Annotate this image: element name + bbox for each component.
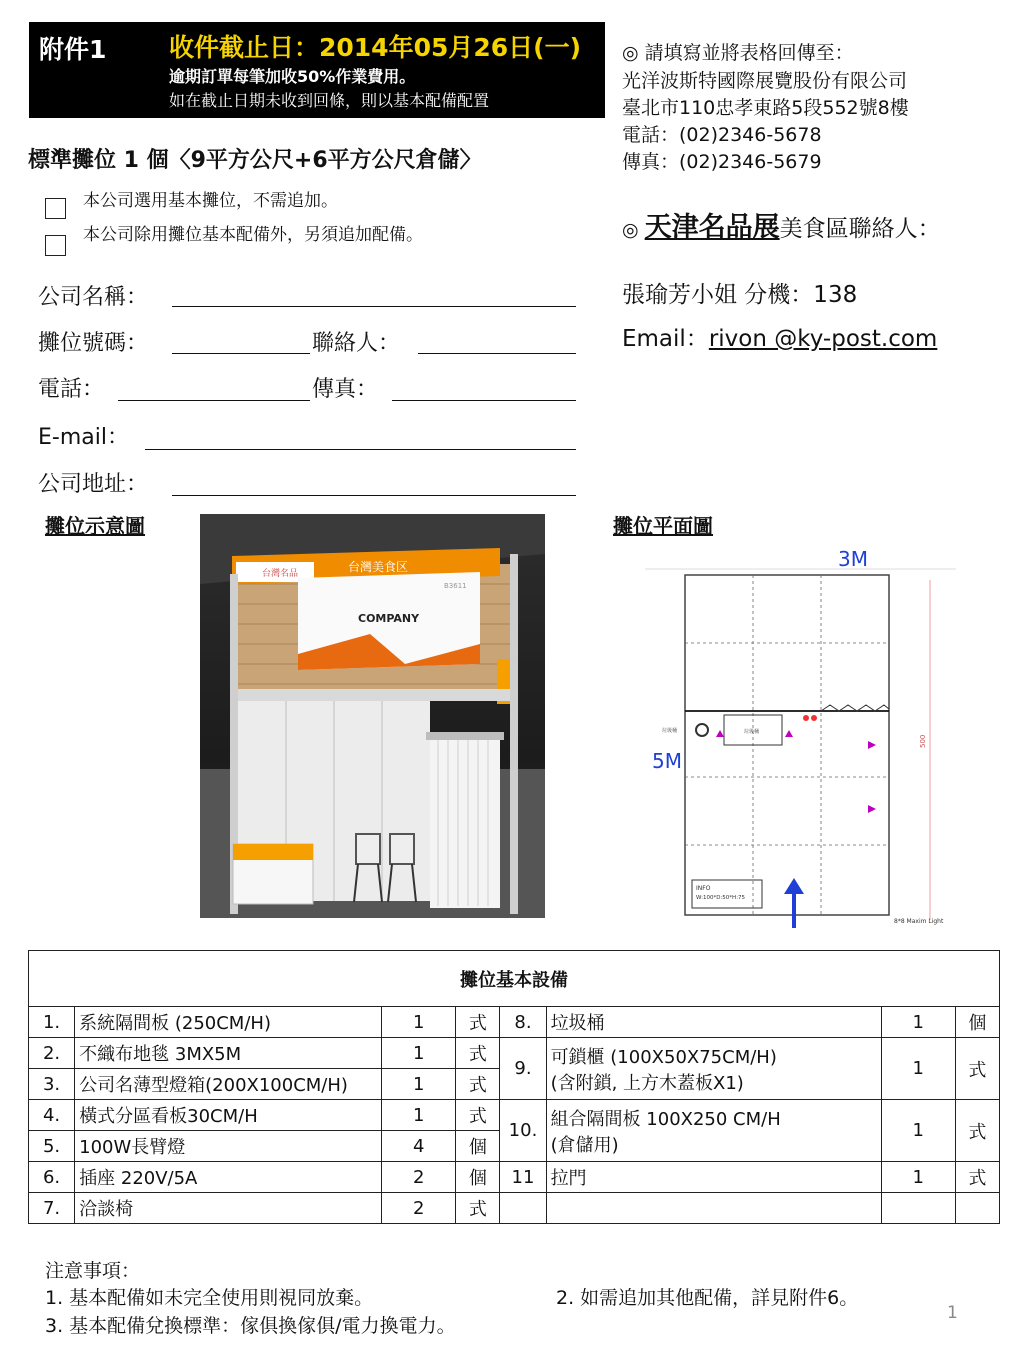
- plan-light-1: [716, 730, 724, 737]
- cell-empty: [955, 1193, 999, 1224]
- cell-unit: 式: [456, 1007, 500, 1038]
- cell-qty: 2: [382, 1193, 456, 1224]
- plan-grid: [685, 575, 889, 915]
- cell-unit: 式: [955, 1100, 999, 1162]
- cell-no: 2.: [29, 1038, 75, 1069]
- table-header-row: [29, 951, 1000, 1007]
- cell-empty: [881, 1193, 955, 1224]
- cell-item: 公司名薄型燈箱(200X100CM/H): [75, 1069, 382, 1100]
- plan-depth-label: 5M: [652, 749, 682, 773]
- cell-no: 7.: [29, 1193, 75, 1224]
- deadline-text: 收件截止日：2014年05月26日(一): [169, 33, 582, 62]
- booth-number-field[interactable]: [172, 353, 310, 354]
- return-fax: 傳真：(02)2346-5679: [622, 151, 822, 173]
- cell-item: 插座 220V/5A: [75, 1162, 382, 1193]
- notes-title: 注意事項：: [45, 1260, 141, 1282]
- attachment-label: 附件1: [39, 35, 107, 64]
- cell-qty: 1: [382, 1038, 456, 1069]
- option-extra-checkbox[interactable]: [45, 235, 66, 256]
- cell-item-line1: 可鎖櫃 (100X50X75CM/H): [550, 1046, 777, 1068]
- cell-qty: 2: [382, 1162, 456, 1193]
- curtain-door: [430, 738, 500, 908]
- cell-unit: 個: [456, 1131, 500, 1162]
- table-row: [29, 1162, 1000, 1193]
- contact-heading: [622, 205, 941, 244]
- contact-email-line: [622, 320, 937, 353]
- cell-qty: 1: [881, 1100, 955, 1162]
- page-number: 1: [947, 1303, 958, 1323]
- cell-no: 3.: [29, 1069, 75, 1100]
- booth-code: B3611: [444, 582, 467, 590]
- booth-number-label: 攤位號碼：: [38, 331, 149, 356]
- plan-width-label: 3M: [838, 547, 868, 571]
- address-label: 公司地址：: [38, 472, 149, 497]
- plan-title: 攤位平面圖: [613, 514, 713, 538]
- cell-qty: 1: [382, 1100, 456, 1131]
- company-text: COMPANY: [358, 612, 420, 625]
- cell-no: 5.: [29, 1131, 75, 1162]
- header-box: [29, 22, 605, 118]
- booth-render-image: [200, 514, 545, 918]
- cell-unit: 個: [456, 1162, 500, 1193]
- chair-1: [356, 834, 380, 864]
- cell-item: 橫式分區看板30CM/H: [75, 1100, 382, 1131]
- plan-trash-icon: [696, 724, 708, 736]
- plan-door: [821, 705, 889, 711]
- cell-unit: 式: [456, 1069, 500, 1100]
- cell-qty: 1: [382, 1007, 456, 1038]
- plan-light-label: 8*8 Maxim Light: [894, 918, 944, 925]
- cell-qty: 1: [382, 1069, 456, 1100]
- booth-plan-svg: [640, 540, 960, 935]
- fax-label: 傳真：: [312, 377, 379, 402]
- plan-cabinet-label: 垃圾桶: [744, 729, 760, 735]
- cell-no: 11: [500, 1162, 546, 1193]
- counter-top: [233, 844, 313, 860]
- cell-unit: 式: [955, 1038, 999, 1100]
- booth-plan: [640, 540, 960, 935]
- note-3: 3. 基本配備兌換標準：傢俱換傢俱/電力換電力。: [45, 1315, 456, 1337]
- cell-qty: 1: [881, 1038, 955, 1100]
- cell-no: 6.: [29, 1162, 75, 1193]
- cell-item: 100W長臂燈: [75, 1131, 382, 1162]
- default-config-note: 如在截止日期未收到回條，則以基本配備配置: [169, 91, 490, 110]
- cell-no: 10.: [500, 1100, 546, 1162]
- plan-trash-label: 垃圾桶: [662, 728, 678, 734]
- chair-2: [390, 834, 414, 864]
- cell-item: [546, 1100, 881, 1162]
- plan-entry-arrowhead: [784, 878, 804, 894]
- cell-empty: [546, 1193, 881, 1224]
- table-row: [29, 1038, 1000, 1069]
- cell-item: 系統隔間板 (250CM/H): [75, 1007, 382, 1038]
- plan-dim-500: 500: [919, 734, 927, 748]
- option-basic-label: 本公司選用基本攤位，不需追加。: [83, 191, 338, 211]
- plan-info-label: INFO: [696, 885, 711, 892]
- contact-label: 聯絡人：: [312, 331, 401, 356]
- table-row: [29, 1100, 1000, 1131]
- cell-no: 1.: [29, 1007, 75, 1038]
- cell-no: 9.: [500, 1038, 546, 1100]
- plan-light-2: [785, 730, 793, 737]
- cell-item: 垃圾桶: [546, 1007, 881, 1038]
- cell-item: 洽談椅: [75, 1193, 382, 1224]
- cell-unit: 式: [955, 1162, 999, 1193]
- company-name-label: 公司名稱：: [38, 285, 149, 310]
- late-fee-note: 逾期訂單每筆加收50%作業費用。: [169, 67, 416, 86]
- note-1: 1. 基本配備如未完全使用則視同放棄。: [45, 1287, 374, 1309]
- contact-person: 張瑜芳小姐 分機：138: [622, 282, 858, 308]
- booth-render-svg: [200, 514, 545, 918]
- plan-outline: [685, 575, 889, 915]
- cell-item: 拉門: [546, 1162, 881, 1193]
- contact-field[interactable]: [418, 353, 576, 354]
- plan-info-size: W:100*D:50*H:75: [696, 895, 746, 901]
- email-field[interactable]: [145, 449, 576, 450]
- equipment-table: [28, 950, 1000, 1224]
- cell-qty: 1: [881, 1007, 955, 1038]
- cell-item-line2: (含附鎖, 上方木蓋板X1): [550, 1072, 744, 1094]
- right-post: [510, 554, 518, 914]
- cell-unit: 個: [955, 1007, 999, 1038]
- curtain-rail: [426, 732, 504, 740]
- cell-no: 8.: [500, 1007, 546, 1038]
- plan-outlet-2: [811, 715, 817, 721]
- banner-text: 台灣美食区: [348, 560, 409, 574]
- plan-outlet-1: [803, 715, 809, 721]
- contact-prefix: ◎: [622, 219, 645, 241]
- render-title: 攤位示意圖: [45, 514, 145, 538]
- cell-item-line1: 組合隔間板 100X250 CM/H: [550, 1108, 781, 1130]
- email-prefix: Email：: [622, 326, 709, 352]
- return-company: 光洋波斯特國際展覽股份有限公司: [622, 70, 908, 92]
- return-instruction: ◎ 請填寫並將表格回傳至：: [622, 42, 854, 64]
- email-label: E-mail：: [38, 425, 129, 450]
- fax-field[interactable]: [392, 400, 576, 401]
- cell-item: [546, 1038, 881, 1100]
- cell-qty: 1: [881, 1162, 955, 1193]
- contact-suffix: 美食區聯絡人：: [779, 216, 941, 242]
- cell-item: 不織布地毯 3MX5M: [75, 1038, 382, 1069]
- cell-qty: 4: [382, 1131, 456, 1162]
- phone-label: 電話：: [38, 377, 105, 402]
- table-row: [29, 1007, 1000, 1038]
- cell-item-line2: (倉儲用): [550, 1134, 619, 1156]
- table-row: [29, 1193, 1000, 1224]
- contact-email-link[interactable]: rivon @ky-post.com: [708, 326, 938, 352]
- note-2: 2. 如需追加其他配備，詳見附件6。: [556, 1287, 859, 1309]
- cell-unit: 式: [456, 1100, 500, 1131]
- plan-light-4: [868, 805, 876, 813]
- beam: [238, 689, 510, 701]
- address-field[interactable]: [172, 495, 576, 496]
- cell-unit: 式: [456, 1038, 500, 1069]
- phone-field[interactable]: [118, 400, 310, 401]
- plan-light-3: [868, 741, 876, 749]
- banner-logo: 台灣名品: [262, 569, 299, 579]
- event-name: 天津名品展: [644, 212, 780, 243]
- return-address: 臺北市110忠孝東路5段552號8樓: [622, 97, 909, 119]
- cell-no: 4.: [29, 1100, 75, 1131]
- option-extra-label: 本公司除用攤位基本配備外，另須追加配備。: [83, 225, 423, 245]
- company-name-field[interactable]: [172, 306, 576, 307]
- return-phone: 電話：(02)2346-5678: [622, 124, 822, 146]
- option-basic-checkbox[interactable]: [45, 198, 66, 219]
- cell-unit: 式: [456, 1193, 500, 1224]
- standard-booth-title: 標準攤位 1 個〈9平方公尺+6平方公尺倉儲〉: [28, 148, 482, 173]
- cell-empty: [500, 1193, 546, 1224]
- table-title: 攤位基本設備: [29, 951, 1000, 1007]
